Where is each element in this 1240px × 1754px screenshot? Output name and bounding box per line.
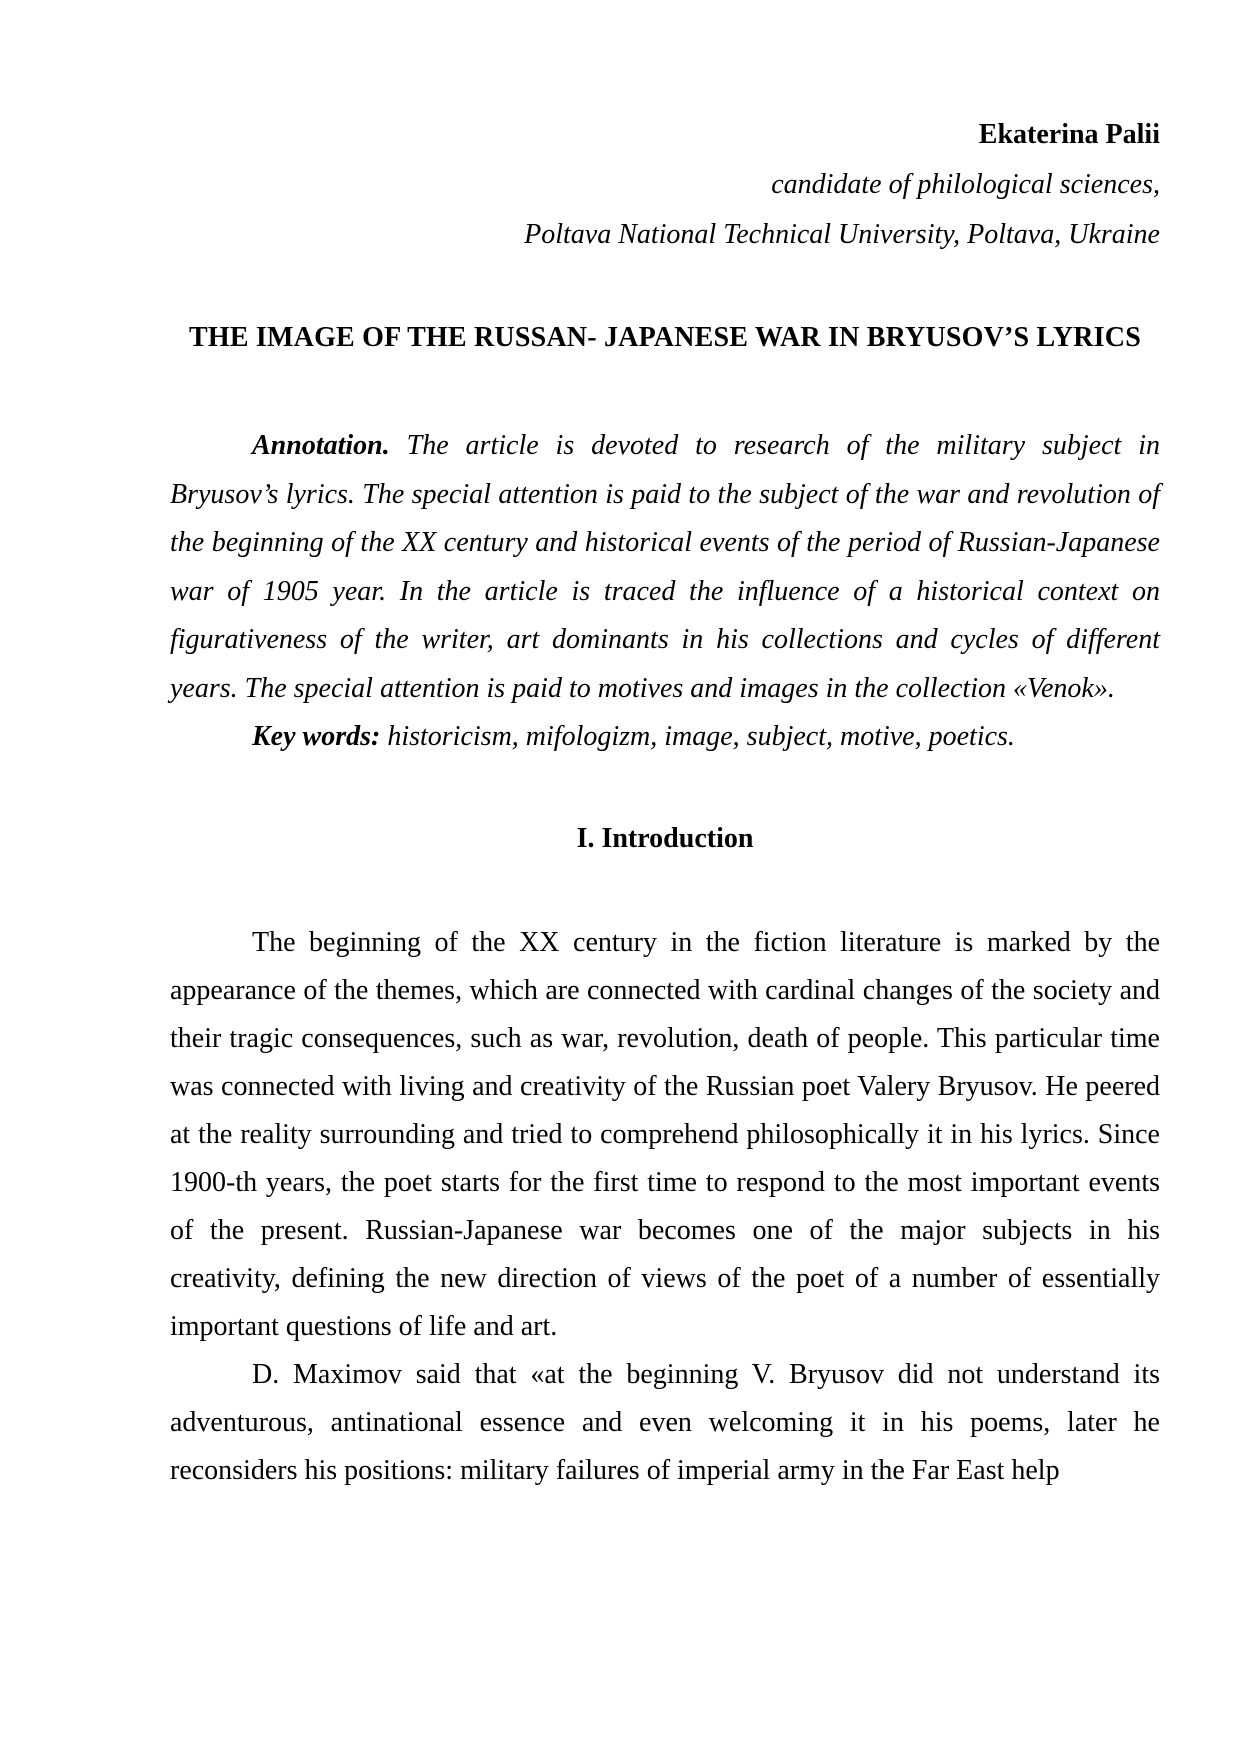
keywords-label: Key words: xyxy=(252,721,381,752)
keywords-paragraph xyxy=(170,713,1160,762)
author-block xyxy=(170,110,1160,260)
section-heading-introduction: I. Introduction xyxy=(576,822,754,854)
author-name: Ekaterina Palii xyxy=(978,119,1160,150)
author-degree: candidate of philological sciences, xyxy=(771,169,1160,200)
body-paragraph: D. Maximov said that «at the beginning V. Bryusov did not understand its adventurous, antinational essence and even welcoming it in his poems, later he reconsiders his positions: military failures of imperial army in the Far East help xyxy=(170,1358,1160,1486)
annotation-paragraph xyxy=(170,422,1160,713)
body-paragraph: The beginning of the XX century in the fiction literature is marked by the appearance of the themes, which are connected with cardinal changes of the society and their tragic consequences, such as war, revolution, death of people. This particular time was connected with living and creativity of the Russian poet Valery Bryusov. He peered at the reality surrounding and tried to comprehend philosophically it in his lyrics. Since 1900-th years, the poet starts for the first time to respond to the most important events of the present. Russian-Japanese war becomes one of the major subjects in his creativity, defining the new direction of views of the poet of a number of essentially important questions of life and art. xyxy=(170,926,1160,1342)
author-affiliation: Poltava National Technical University, Poltava, Ukraine xyxy=(524,219,1160,250)
annotation-text: The article is devoted to research of the military subject in Bryusov’s lyrics. The special attention is paid to the subject of the war and revolution of the beginning of the XX century and historical events of the period of Russian-Japanese war of 1905 year. In the article is traced the influence of a historical context on figurativeness of the writer, art dominants in his collections and cycles of different years. The special attention is paid to motives and images in the collection «Venok». xyxy=(170,430,1160,704)
article-title: THE IMAGE OF THE RUSSAN- JAPANESE WAR IN BRYUSOV’S LYRICS xyxy=(189,322,1141,353)
annotation-label: Annotation. xyxy=(252,430,390,461)
keywords-text: historicism, mifologizm, image, subject, motive, poetics. xyxy=(380,721,1015,752)
